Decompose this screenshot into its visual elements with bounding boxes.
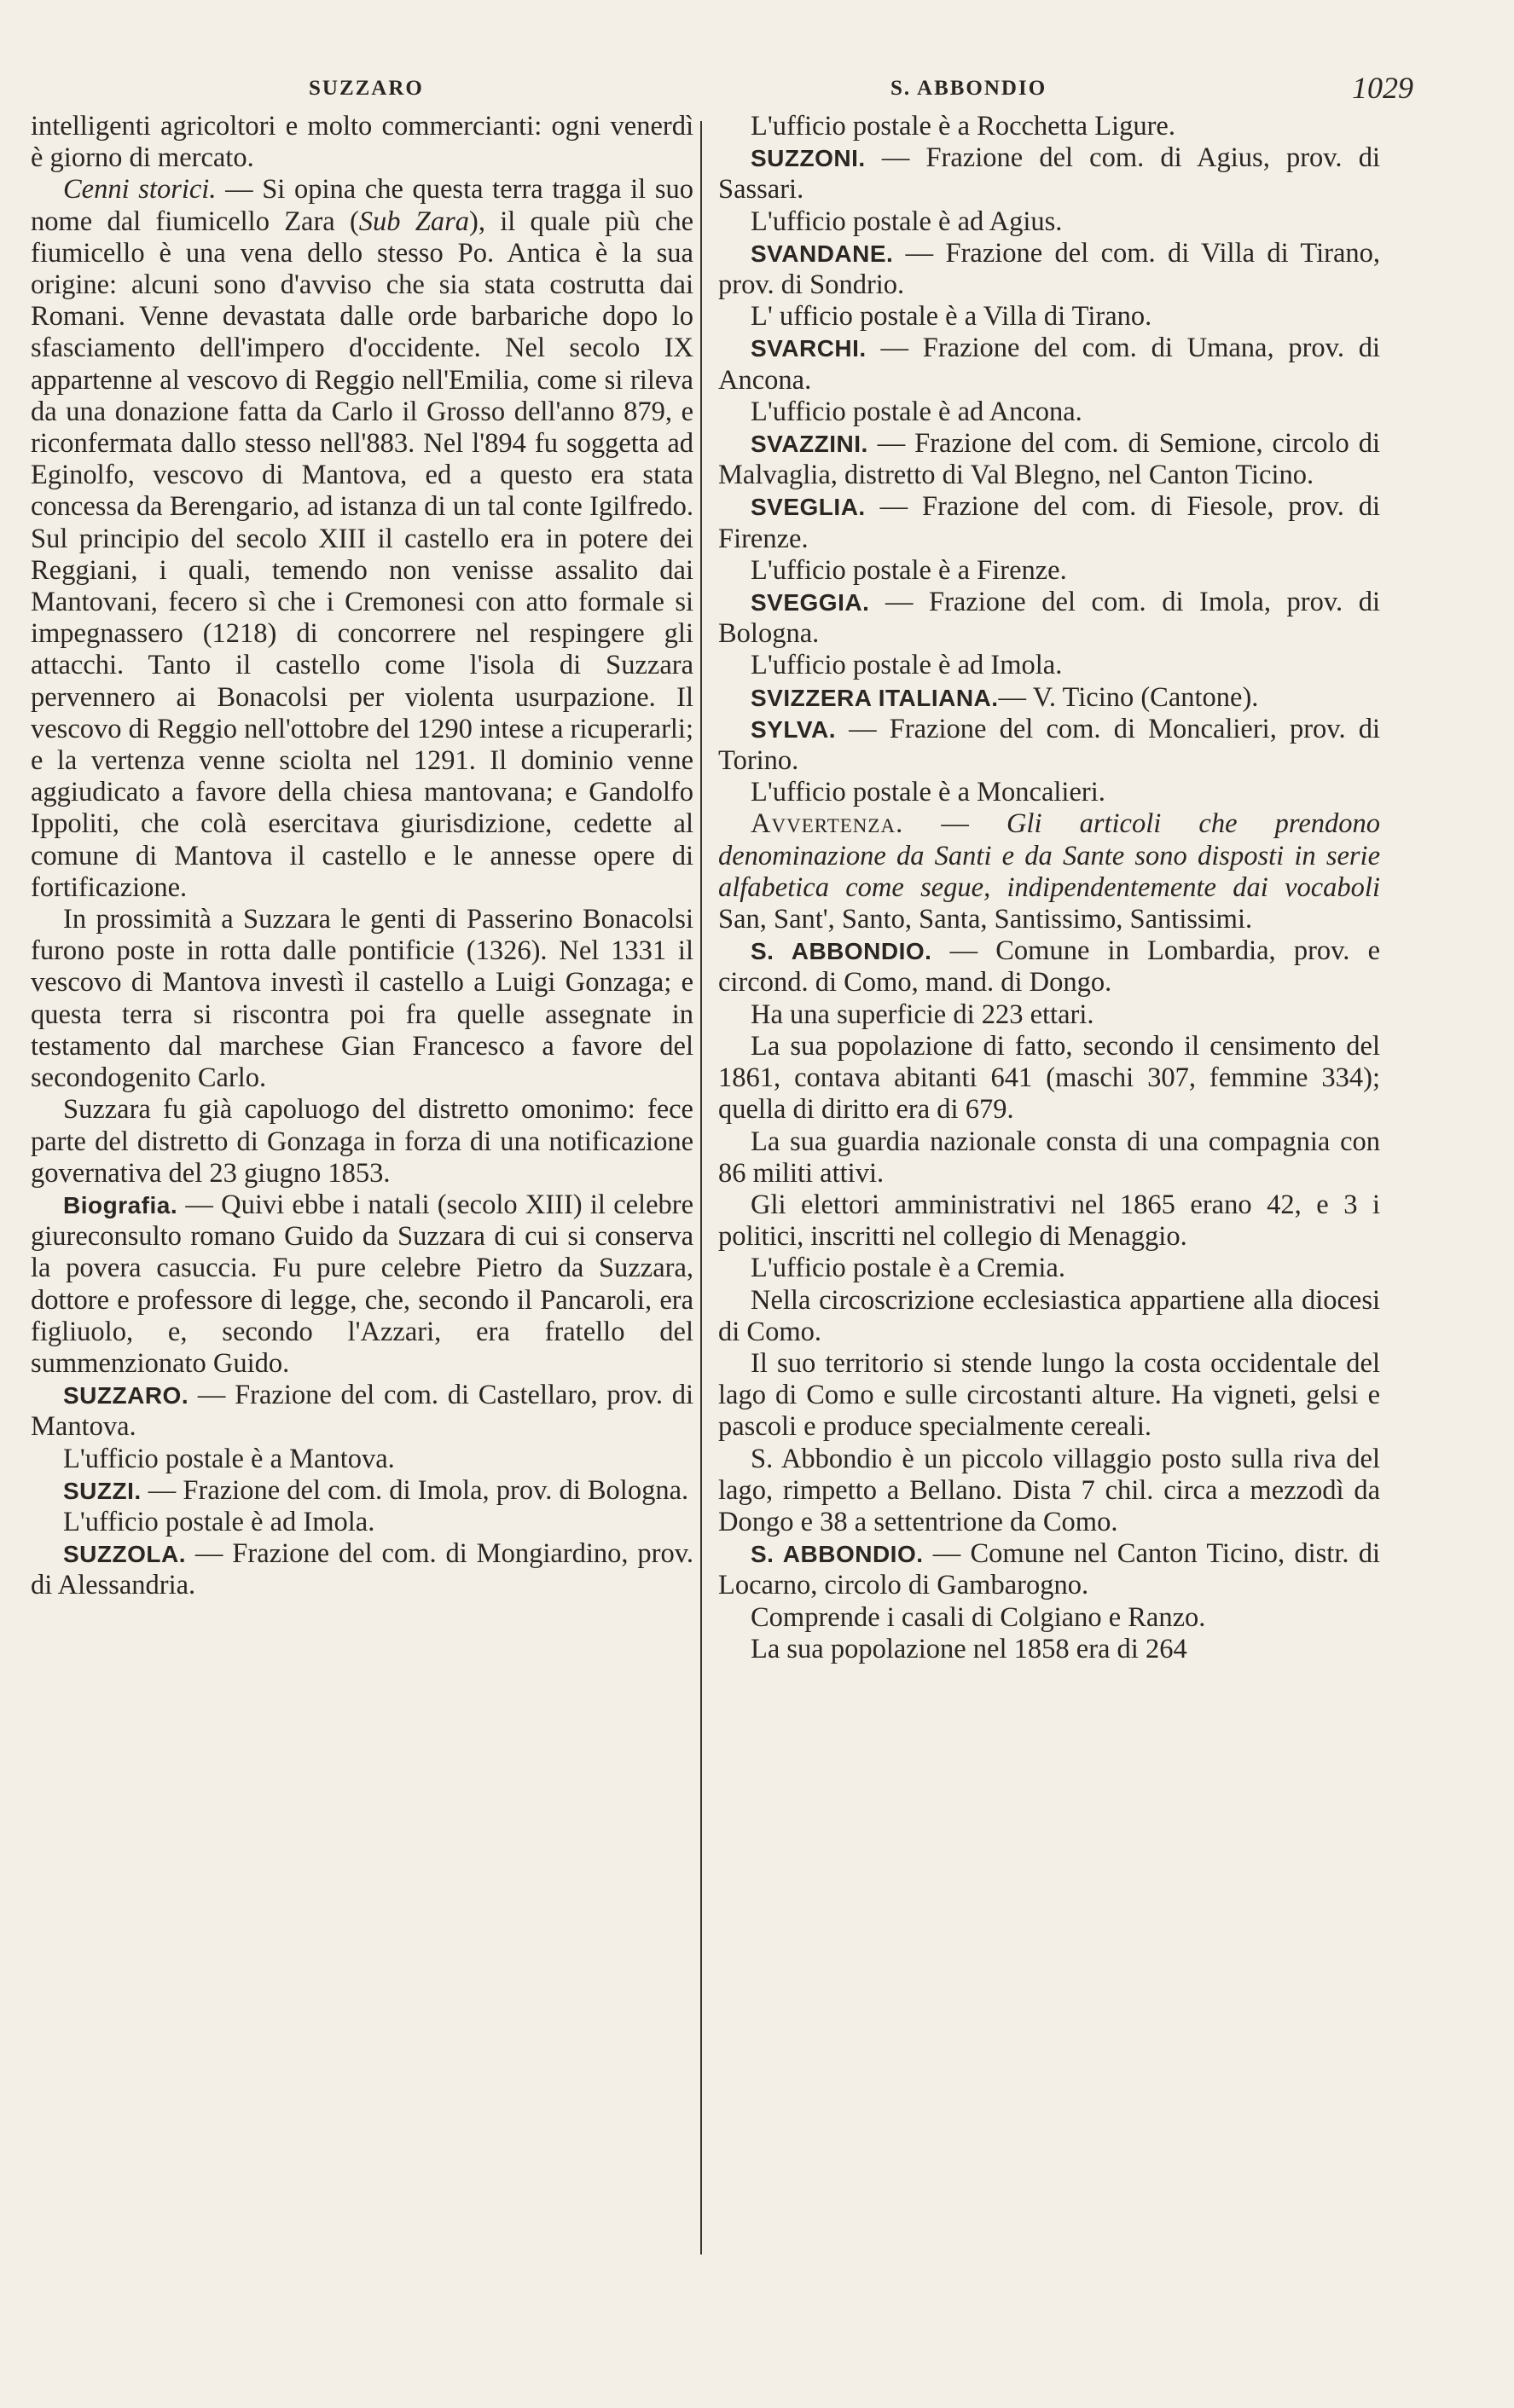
text: — Frazione del com. di Castellaro, prov. di Mantova. [31,1380,693,1443]
text: — Quivi ebbe i natali (secolo XIII) il celebre giureconsulto romano Guido da Suzzara di cui si conserva la povera casuccia. Fu pure celebre Pietro da Suzzara, dottore e professore di legge, che, secondo il Pancaroli, era figliuolo, e, secondo l'Azzari, era fratello del summenzionato Guido. [31,1189,693,1379]
entry [31,1538,693,1601]
entry [718,587,1380,650]
entry [718,682,1380,714]
entry-postal: L'ufficio postale è ad Agius. [751,205,1063,237]
text: — Frazione del com. di Semione, circolo di Malvaglia, distretto di Val Blegno, nel Canton Ticino. [718,428,1380,491]
paragraph: Nella circoscrizione ecclesiastica appartiene alla diocesi di Como. [718,1284,1380,1347]
entry-headword: SUZZI. [63,1477,142,1504]
entry-headword: SUZZONI. [751,145,866,172]
paragraph: La sua popolazione nel 1858 era di 264 [751,1633,1187,1664]
notice [718,808,1380,935]
column-divider [700,121,702,2255]
italic-text: Sub Zara [358,205,470,237]
entry [718,491,1380,554]
text: — Frazione del com. di Agius, prov. di Sassari. [718,142,1380,205]
text: San, Sant', Santo, Santa, Santissimo, Santissimi. [718,904,1253,935]
paragraph: Gli elettori amministrativi nel 1865 erano 42, e 3 i politici, inscritti nel collegio di Menaggio. [718,1189,1380,1253]
paragraph: Comprende i casali di Colgiano e Ranzo. [751,1601,1206,1633]
entry-headword: S. ABBONDIO. [751,1541,924,1568]
entry-postal: L'ufficio postale è a Mantova. [63,1443,395,1474]
right-column [718,111,1380,1665]
entry-postal: L'ufficio postale è ad Imola. [751,650,1063,681]
entry [718,714,1380,777]
text: — Frazione del com. di Villa di Tirano, prov. di Sondrio. [718,237,1380,301]
notice-heading: Avvertenza. [751,808,904,840]
entry-postal: L'ufficio postale è a Moncalieri. [751,777,1105,808]
entry-postal: L'ufficio postale è ad Imola. [63,1506,375,1537]
entry [718,935,1380,999]
entry-postal: L'ufficio postale è a Rocchetta Ligure. [751,111,1175,142]
entry-headword: S. ABBONDIO. [751,938,932,965]
entry-postal: L' ufficio postale è a Villa di Tirano. [751,301,1152,333]
text: ), il quale più che fiumicello è una vena dello stesso Po. Antica è la sua origine: alcuni sono d'avviso che sia stata costrutta dai Romani. Venne devastata dalle orde barbariche dopo lo sfasciamento dell'impero d'occidente. Nel secolo IX appartenne al vescovo di Reggio nell'Emilia, come si rileva da una donazione fatta da Carlo il Grosso dell'anno 879, e riconfermata dallo stesso nell'883. Nel l'894 fu soggetta ad Eginolfo, vescovo di Mantova, ed a questo era stata concessa da Berengario, ad istanza di un tal conte Igilfredo. Sul principio del secolo XIII il castello era in potere dei Reggiani, i quali, temendo non venisse assalito dai Mantovani, fecero sì che i Cremonesi con atto formale si impegnassero (1218) di concorrere nel respingere gli attacchi. Tanto il castello come l'isola di Suzzara pervennero ai Bonacolsi per violenta usurpazione. Il vescovo di Reggio nell'ottobre del 1290 intese a ricuperarli; e la vertenza venne sciolta nel 1291. Il dominio venne aggiudicato a favore della chiesa mantovana; e Gandolfo Ippoliti, che colà esercitava giurisdizione, cedette al comune di Mantova il castello e le annesse opere di fortificazione. [31,205,693,903]
section-heading: Biografia. [63,1191,178,1218]
entry [718,428,1380,491]
page-header [31,67,1413,118]
paragraph-biography [31,1190,693,1380]
entry-postal: L'ufficio postale è ad Ancona. [751,396,1082,427]
paragraph: S. Abbondio è un piccolo villaggio posto sulla riva del lago, rimpetto a Bellano. Dista 7 chil. circa a mezzodì da Dongo e 38 a settentrione da Como. [718,1443,1380,1537]
entry [718,142,1380,205]
entry-headword: SUZZOLA. [63,1541,186,1568]
left-column [31,111,693,1602]
text: — V. Ticino (Cantone). [998,681,1259,713]
entry [31,1380,693,1443]
entry [718,1538,1380,1601]
paragraph: Ha una superficie di 223 ettari. [751,999,1094,1030]
entry-headword: SVANDANE. [751,240,894,267]
entry-headword: SVEGGIA. [751,589,870,616]
paragraph: Suzzara fu già capoluogo del distretto omonimo: fece parte del distretto di Gonzaga in forza di una notificazione governativa del 23 giugno 1853. [31,1094,693,1189]
paragraph: intelligenti agricoltori e molto commercianti: ogni venerdì è giorno di mercato. [31,111,693,174]
text: — Frazione del com. di Imola, prov. di Bologna. [718,587,1380,650]
entry [718,238,1380,301]
text: — Frazione del com. di Mongiardino, prov. di Alessandria. [31,1538,693,1601]
entry [31,1475,693,1507]
running-head-left: SUZZARO [309,77,424,100]
entry [718,333,1380,396]
text: — [903,808,1006,840]
section-heading: Cenni storici. [63,174,217,205]
page-number: 1029 [1352,71,1413,105]
text: — Comune nel Canton Ticino, distr. di Locarno, circolo di Gambarogno. [718,1538,1380,1601]
paragraph: La sua guardia nazionale consta di una compagnia con 86 militi attivi. [718,1126,1380,1189]
entry-headword: SUZZARO. [63,1382,189,1409]
text: — Si opina che questa terra tragga il suo nome dal fiumicello Zara ( [31,174,693,237]
entry-postal: L'ufficio postale è a Firenze. [751,554,1067,586]
paragraph: Il suo territorio si stende lungo la costa occidentale del lago di Como e sulle circostanti alture. Ha vigneti, gelsi e pascoli e produce specialmente cereali. [718,1347,1380,1443]
paragraph: La sua popolazione di fatto, secondo il censimento del 1861, contava abitanti 641 (maschi 307, femmine 334); quella di diritto era di 679. [718,1030,1380,1126]
entry-headword: SVAZZINI. [751,431,868,458]
text: — Comune in Lombardia, prov. e circond. di Como, mand. di Dongo. [718,935,1380,999]
text: — Frazione del com. di Moncalieri, prov. di Torino. [718,713,1380,777]
paragraph: In prossimità a Suzzara le genti di Passerino Bonacolsi furono poste in rotta dalle pontificie (1326). Nel 1331 il vescovo di Mantova investì il castello a Luigi Gonzaga; e questa terra si riscontra poi fra quelle assegnate in testamento dal marchese Gian Francesco a favore del secondogenito Carlo. [31,904,693,1094]
entry-headword: SVARCHI. [751,335,867,362]
entry-headword: SVIZZERA ITALIANA. [751,684,999,711]
italic-text: Gli articoli che prendono denominazione da Santi e da Sante sono disposti in serie alfabetica come segue, indipendentemente dai vocaboli [718,808,1381,903]
running-head-center: S. ABBONDIO [890,77,1047,100]
text: — Frazione del com. di Fiesole, prov. di Firenze. [718,491,1380,554]
text: — Frazione del com. di Imola, prov. di Bologna. [141,1474,689,1506]
paragraph-history [31,174,693,904]
entry-postal: L'ufficio postale è a Cremia. [751,1253,1065,1284]
entry-headword: SYLVA. [751,715,836,743]
entry-headword: SVEGLIA. [751,494,866,521]
text: — Frazione del com. di Umana, prov. di Ancona. [718,333,1380,396]
